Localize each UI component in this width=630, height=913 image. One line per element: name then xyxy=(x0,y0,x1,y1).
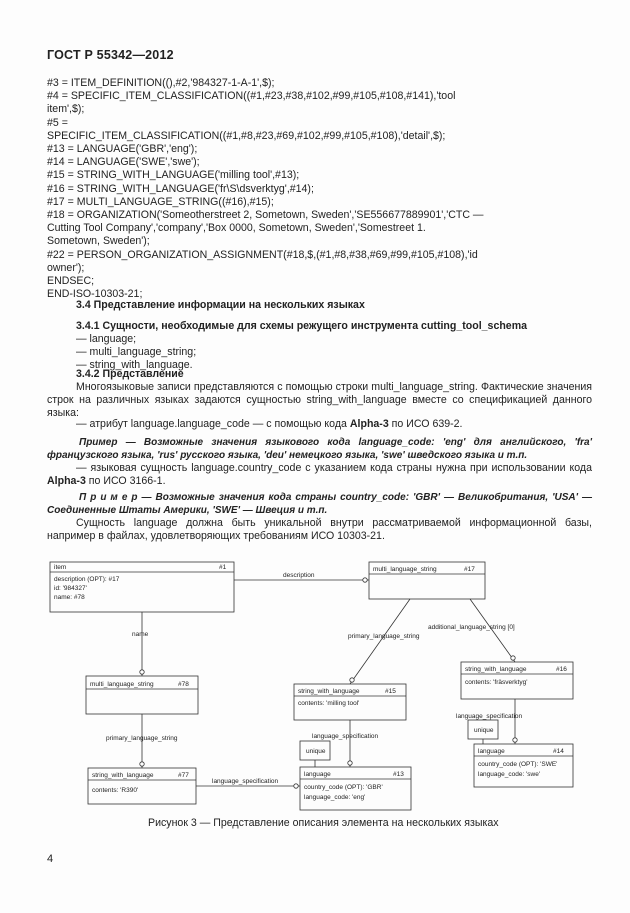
bullet-text: по ИСО 639-2. xyxy=(388,418,463,430)
swl-mid-attr: contents: 'milling tool' xyxy=(298,700,360,707)
swl-right-title: string_with_language xyxy=(465,666,527,673)
code-line: Sometown, Sweden'); xyxy=(47,235,150,248)
lang-13-id: #13 xyxy=(393,771,404,778)
mls-left-id: #78 xyxy=(178,681,189,688)
code-line: #16 = STRING_WITH_LANGUAGE('fr\S\dsverktyg',#14); xyxy=(47,182,314,195)
lang-14-attr: language_code: 'swe' xyxy=(478,771,541,778)
bullet-bold: Alpha-3 xyxy=(349,418,389,430)
rel-lang-spec-right-label: language_specification xyxy=(456,713,523,720)
example-note: Пример — Возможные значения языкового кода language_code: 'eng' для английского, 'fra' французского языка, 'rus' русского языка, 'deu' немецкого языка, 'swe' шведского языка и т.п. xyxy=(47,437,592,462)
entity-list-item: — language; xyxy=(76,333,137,345)
item-attr: description (OPT): #17 xyxy=(54,576,120,583)
swl-right-id: #16 xyxy=(556,666,567,673)
item-title: item xyxy=(54,564,67,571)
section-heading-3-4-1: 3.4.1 Сущности, необходимые для схемы режущего инструмента cutting_tool_schema xyxy=(76,320,528,332)
paragraph: Сущность language должна быть уникальной внутри рассматриваемой информационной базы, например в файлах, удовлетворяющих требованиям ИСО 10303-21. xyxy=(47,517,592,543)
mls-top-title: multi_language_string xyxy=(373,566,437,573)
rel-lang-spec-mid-label: language_specification xyxy=(312,733,379,740)
code-line: owner'); xyxy=(47,261,85,274)
figure-caption: Рисунок 3 — Представление описания элемента на нескольких языках xyxy=(148,817,499,829)
example-note: П р и м е р — Возможные значения кода страны country_code: 'GBR' — Великобритания, 'USA' — Соединенные Штаты Америки, 'SWE' — Швеция и т.п. xyxy=(47,492,592,517)
item-id: #1 xyxy=(219,564,227,571)
rel-primary-top-label: primary_language_string xyxy=(348,633,420,640)
rel-description-label: description xyxy=(283,572,315,579)
unique-label: unique xyxy=(306,748,326,755)
bullet-text: — языковая сущность language.country_code с указанием кода страны нужна при использовании кода xyxy=(76,462,592,474)
page-number: 4 xyxy=(47,853,54,865)
unique-label: unique xyxy=(474,727,494,734)
rel-lang-spec-bottom-label: language_specification xyxy=(212,778,279,785)
entity-list-item: — multi_language_string; xyxy=(76,346,197,358)
code-line: item',$); xyxy=(47,103,85,116)
lang-13-title: language xyxy=(304,771,331,778)
code-line: Cutting Tool Company','company','Box 0000, Sometown, Sweden','Somestreet 1. xyxy=(47,222,426,235)
rel-primary-top-line xyxy=(350,599,410,684)
lang-14-id: #14 xyxy=(553,748,564,755)
item-attr: id: '984327' xyxy=(54,585,87,592)
mls-left-title: multi_language_string xyxy=(90,681,154,688)
swl-mid-id: #15 xyxy=(385,688,396,695)
code-line: #5 = xyxy=(47,116,68,129)
bullet-text: — атрибут language.language_code — с помощью кода xyxy=(76,418,350,430)
code-line: #17 = MULTI_LANGUAGE_STRING((#16),#15); xyxy=(47,195,274,208)
rel-name-label: name xyxy=(132,631,149,638)
lang-14-title: language xyxy=(478,748,505,755)
code-line: #4 = SPECIFIC_ITEM_CLASSIFICATION((#1,#23,#38,#102,#99,#105,#108,#141),'tool xyxy=(47,90,456,103)
code-line: #22 = PERSON_ORGANIZATION_ASSIGNMENT(#18,$,(#1,#8,#38,#69,#99,#105,#108),'id xyxy=(47,248,478,261)
code-line: #14 = LANGUAGE('SWE','swe'); xyxy=(47,156,200,169)
rel-primary-left-label: primary_language_string xyxy=(106,735,178,742)
swl-mid-title: string_with_language xyxy=(298,688,360,695)
swl-right-attr: contents: 'fräsverktyg' xyxy=(465,679,528,686)
entity-list-item: — string_with_language. xyxy=(76,359,193,371)
rel-additional-label: additional_language_string [0] xyxy=(428,624,515,631)
lang-13-attr: language_code: 'eng' xyxy=(304,794,366,801)
swl-bottom-attr: contents: 'R390' xyxy=(92,787,139,794)
mls-top-id: #17 xyxy=(464,566,475,573)
bullet-text: по ИСО 3166-1. xyxy=(85,475,166,488)
paragraph: Многоязыковые записи представляются с помощью строки multi_language_string. Фактические значения строк на различных языках задаются сущностью string_with_language вместе со спецификацией данного языка: xyxy=(47,381,592,420)
code-line: END-ISO-10303-21; xyxy=(47,288,143,301)
item-attr: name: #78 xyxy=(54,594,85,601)
section-heading-3-4-2: 3.4.2 Представление xyxy=(76,368,184,380)
code-line: #13 = LANGUAGE('GBR','eng'); xyxy=(47,143,198,156)
document-header: ГОСТ Р 55342—2012 xyxy=(47,48,174,62)
bullet-bold: Alpha-3 xyxy=(47,475,86,488)
lang-14-attr: country_code (OPT): 'SWE' xyxy=(478,761,558,768)
swl-bottom-id: #77 xyxy=(178,772,189,779)
code-line: ENDSEC; xyxy=(47,275,95,288)
section-heading-3-4: 3.4 Представление информации на нескольких языках xyxy=(76,299,365,311)
code-line: #3 = ITEM_DEFINITION((),#2,'984327-1-A-1',$); xyxy=(47,77,275,89)
code-line: SPECIFIC_ITEM_CLASSIFICATION((#1,#8,#23,#69,#102,#99,#105,#108),'detail',$); xyxy=(47,129,446,142)
lang-13-attr: country_code (OPT): 'GBR' xyxy=(304,784,383,791)
code-line: #15 = STRING_WITH_LANGUAGE('milling tool',#13); xyxy=(47,169,300,182)
code-line: #18 = ORGANIZATION('Someotherstreet 2, Sometown, Sweden','SE556677889901','CTC — xyxy=(47,209,484,222)
swl-bottom-title: string_with_language xyxy=(92,772,154,779)
